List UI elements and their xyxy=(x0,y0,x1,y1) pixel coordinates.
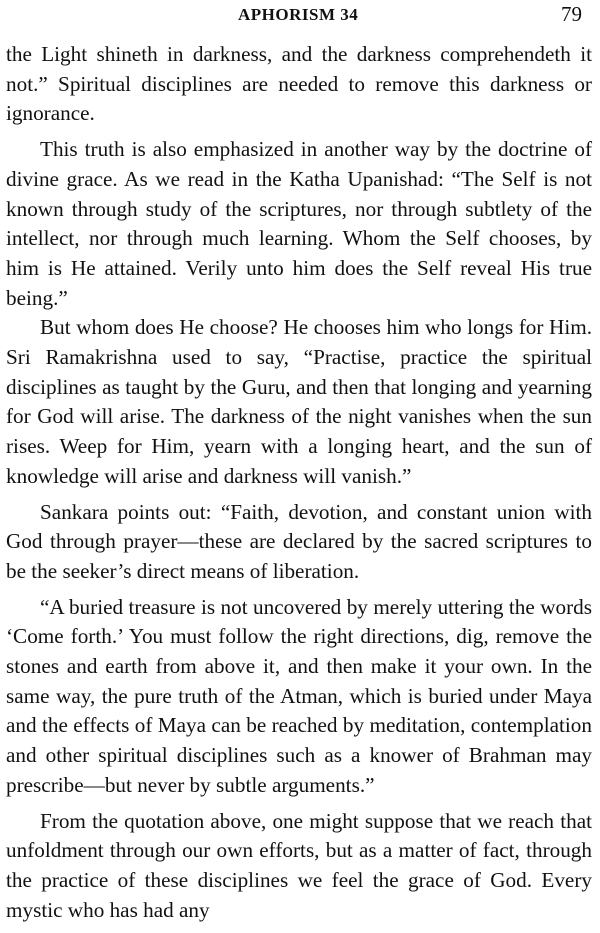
paragraph-ramakrishna: But whom does He choose? He chooses him who longs for Him. Sri Ramakrishna used to say, “Practise, practice the spiritual disciplines as taught by the Guru, and then that longing and yearning for God will arise. The darkness of the night vanishes when the sun rises. Weep for Him, yearn with a longing heart, and the sun of knowledge will arise and darkness will vanish.” xyxy=(6,315,592,488)
body-text xyxy=(6,40,592,925)
paragraph-buried-treasure: “A buried treasure is not uncovered by merely uttering the words ‘Come forth.’ You must follow the right directions, dig, remove the stones and earth from above it, and then make it your own. In the same way, the pure truth of the Atman, which is buried under Maya and the effects of Maya can be reached by meditation, contemplation and other spiritual disciplines such as a knower of Brahman may prescribe—but never by subtle arguments.” xyxy=(6,594,592,797)
paragraph-divine-grace: This truth is also emphasized in another way by the doctrine of divine grace. As we read in the Katha Upanishad: “The Self is not known through study of the scriptures, nor through subtlety of the intellect, nor through much learning. Whom the Self chooses, by him is He attained. Verily unto him does the Self reveal His true being.” xyxy=(6,137,592,310)
page-number: 79 xyxy=(561,2,582,26)
paragraph-sankara: Sankara points out: “Faith, devotion, and constant union with God through prayer—these are declared by the sacred scriptures to be the seeker’s direct means of liberation. xyxy=(6,499,592,583)
page-header xyxy=(6,0,592,40)
running-head: APHORISM 34 xyxy=(238,5,359,24)
paragraph-quotation: From the quotation above, one might suppose that we reach that unfoldment through our own efforts, but as a matter of fact, through the practice of these disciplines we feel the grace of God. Every mystic who has had any xyxy=(6,808,592,922)
paragraph-continuation: the Light shineth in darkness, and the darkness comprehendeth it not.” Spiritual disciplines are needed to remove this darkness or ignorance. xyxy=(6,42,592,126)
